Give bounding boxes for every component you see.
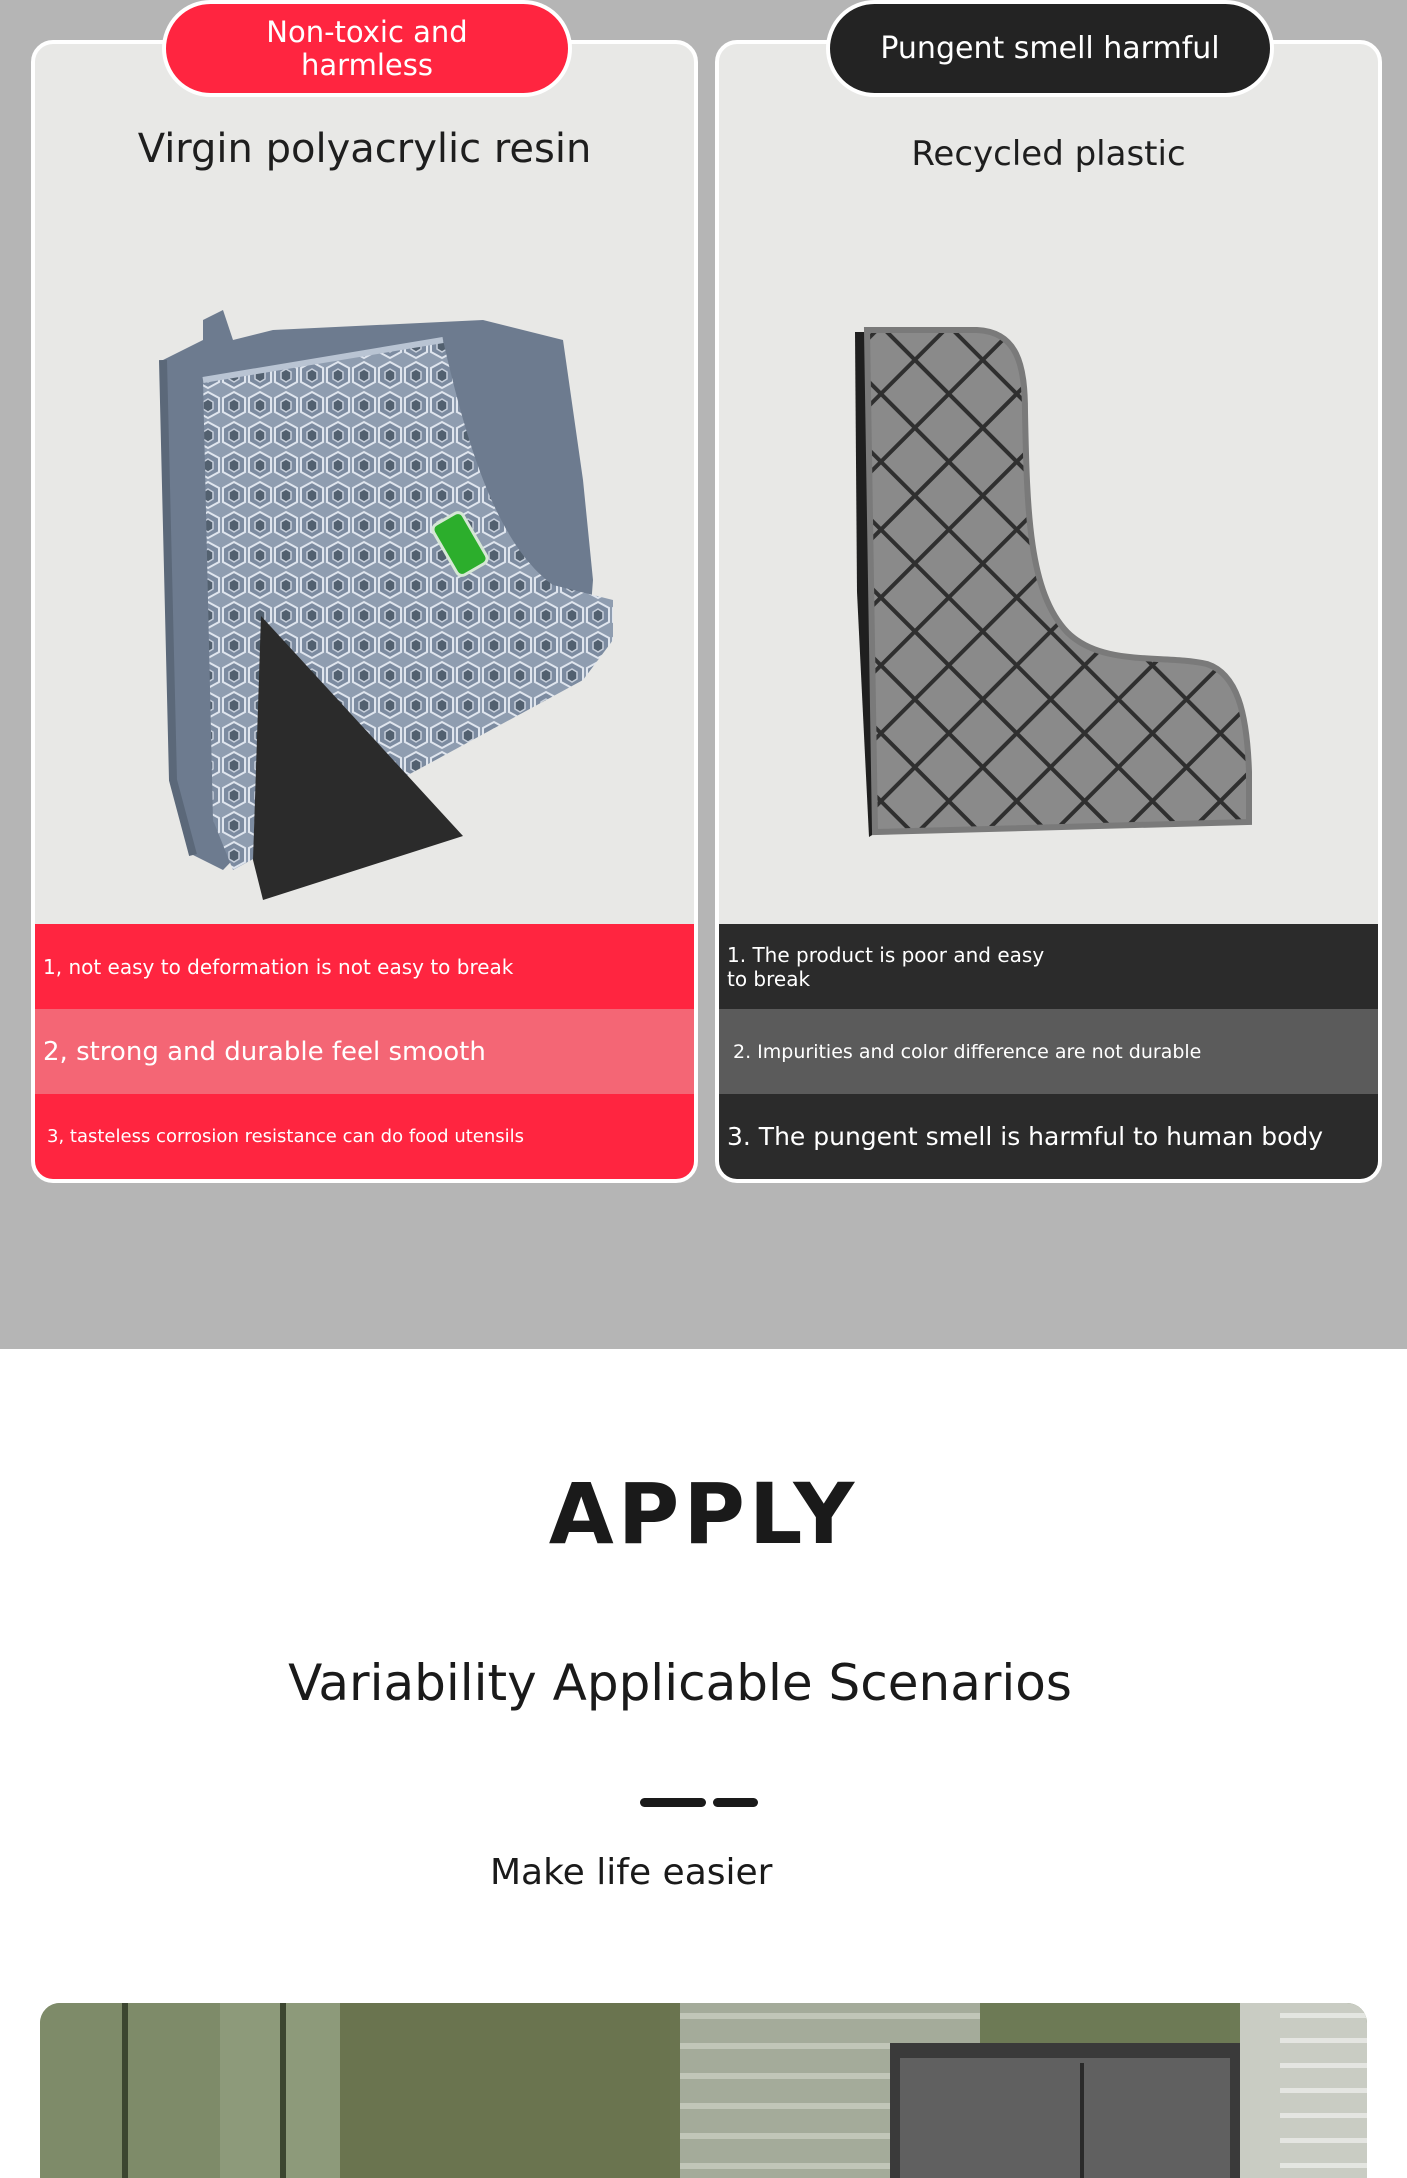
apply-heading: APPLY xyxy=(548,1465,859,1563)
apply-subtitle: Variability Applicable Scenarios xyxy=(288,1654,1072,1712)
diamond-corner-protector-icon xyxy=(847,292,1307,852)
recycled-plastic-title: Recycled plastic xyxy=(911,134,1186,174)
benefit-row: 1, not easy to deformation is not easy to break xyxy=(35,924,694,1009)
harmful-smell-badge: Pungent smell harmful xyxy=(826,0,1274,97)
apply-tagline: Make life easier xyxy=(490,1852,773,1893)
benefit-row: 3, tasteless corrosion resistance can do food utensils xyxy=(35,1094,694,1179)
divider-dash xyxy=(713,1798,758,1807)
virgin-resin-benefits xyxy=(35,924,694,1179)
drawback-row: 3. The pungent smell is harmful to human body xyxy=(719,1094,1378,1179)
kitchen-scene-image xyxy=(40,2003,1367,2178)
non-toxic-badge: Non-toxic and harmless xyxy=(162,0,572,97)
recycled-plastic-drawbacks xyxy=(719,924,1378,1179)
recycled-plastic-card xyxy=(715,40,1382,1183)
virgin-resin-title: Virgin polyacrylic resin xyxy=(137,126,592,172)
hexagon-corner-protector-icon xyxy=(143,300,643,900)
benefit-row: 2, strong and durable feel smooth xyxy=(35,1009,694,1094)
virgin-resin-card xyxy=(31,40,698,1183)
apply-section xyxy=(0,1349,1407,2178)
drawback-row: 1. The product is poor and easy to break xyxy=(719,924,1378,1009)
divider-dash xyxy=(640,1798,706,1807)
drawback-row: 2. Impurities and color difference are not durable xyxy=(719,1009,1378,1094)
